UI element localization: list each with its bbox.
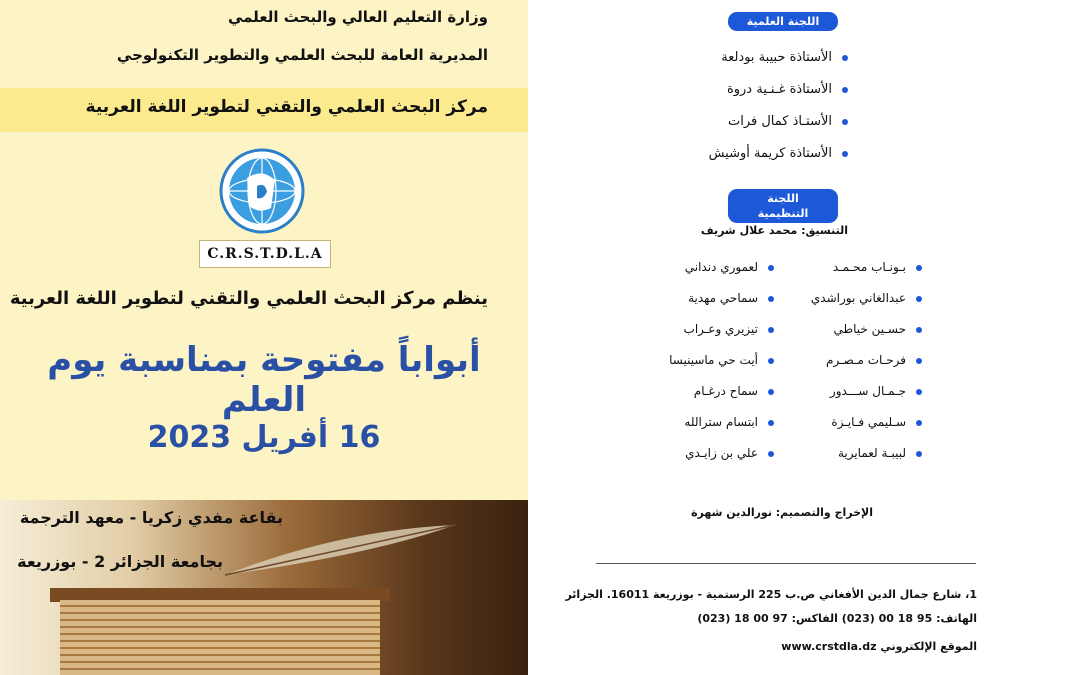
- center-code: C.R.S.T.D.L.A: [199, 240, 331, 268]
- center-logo-icon: [219, 148, 305, 234]
- bullet-icon: [842, 87, 848, 93]
- venue-line-1: بقاعة مفدي زكريا - معهد الترجمة: [19, 508, 283, 527]
- scientific-committee-label: اللجنة العلمية: [728, 12, 838, 31]
- bullet-icon: [916, 327, 922, 333]
- bullet-icon: [768, 389, 774, 395]
- list-item: تيزيري وعـراب: [644, 322, 774, 353]
- bullet-icon: [916, 389, 922, 395]
- ministry-name: وزارة التعليم العالي والبحث العلمي: [227, 8, 488, 26]
- list-item: جـمـال ســـدور: [792, 384, 922, 415]
- list-item: سـليمي فـايـزة: [792, 415, 922, 446]
- coordination-line: التنسيق: محمد علال شريف: [700, 224, 848, 237]
- venue-line-2: بجامعة الجزائر 2 - بوزريعة: [17, 552, 223, 571]
- bullet-icon: [768, 327, 774, 333]
- divider: [596, 563, 976, 564]
- bullet-icon: [842, 119, 848, 125]
- book-pages: [60, 600, 380, 675]
- directorate-name: المديرية العامة للبحث العلمي والتطوير التكنولوجي: [116, 46, 488, 64]
- bullet-icon: [768, 296, 774, 302]
- list-item: الأستاذة كريمة أوشيش: [709, 146, 848, 178]
- list-item: الأستاذة حبيبة بودلعة: [709, 50, 848, 82]
- list-item: سماحي مهدية: [644, 291, 774, 322]
- event-title: أبواباً مفتوحة بمناسبة يوم العلم: [47, 340, 481, 420]
- phone-fax-line: الهاتف: 95 18 00 (023) الفاكس: 97 00 18 (023): [697, 612, 977, 625]
- list-item: علي بن زايـدي: [644, 446, 774, 477]
- bullet-icon: [768, 358, 774, 364]
- address-line: 1، شارع جمال الدين الأفغاني ص.ب 225 الرستمية - بوزريعة 16011. الجزائر: [565, 588, 977, 601]
- poster-panel: [0, 0, 528, 675]
- list-item: ابتسام سترالله: [644, 415, 774, 446]
- organizing-column-right: [792, 260, 922, 477]
- design-credit: الإخراج والتصميم: نورالدين شهرة: [691, 506, 873, 519]
- list-item: الأستاذة غـنـية دروة: [709, 82, 848, 114]
- list-item: فرحـات مـصـرم: [792, 353, 922, 384]
- event-date: 16 أفريل 2023: [147, 420, 381, 455]
- website-line: الموقع الإلكتروني www.crstdla.dz: [781, 640, 977, 653]
- center-name: مركز البحث العلمي والتقني لتطوير اللغة العربية: [85, 97, 488, 117]
- organizing-committee-label: اللجنة التنظيمية: [728, 189, 838, 223]
- list-item: سماح درغـام: [644, 384, 774, 415]
- list-item: عبدالغاني بوراشدي: [792, 291, 922, 322]
- bullet-icon: [916, 265, 922, 271]
- bullet-icon: [916, 358, 922, 364]
- list-item: أيت حي ماسينيسا: [644, 353, 774, 384]
- list-item: لعموري دنداني: [644, 260, 774, 291]
- list-item: لبيبـة لعمايرية: [792, 446, 922, 477]
- list-item: بـونـاب محـمـد: [792, 260, 922, 291]
- organizer-line: ينظم مركز البحث العلمي والتقني لتطوير اللغة العربية: [9, 288, 488, 309]
- bullet-icon: [768, 420, 774, 426]
- info-panel: [528, 0, 1080, 675]
- bullet-icon: [768, 451, 774, 457]
- bullet-icon: [768, 265, 774, 271]
- quill-icon: [220, 520, 460, 580]
- list-item: الأستـاذ كمال فرات: [709, 114, 848, 146]
- bullet-icon: [916, 451, 922, 457]
- bullet-icon: [842, 55, 848, 61]
- bullet-icon: [916, 296, 922, 302]
- bullet-icon: [916, 420, 922, 426]
- organizing-column-left: [644, 260, 774, 477]
- scientific-committee-list: [709, 50, 848, 178]
- bullet-icon: [842, 151, 848, 157]
- list-item: حسـين خياطي: [792, 322, 922, 353]
